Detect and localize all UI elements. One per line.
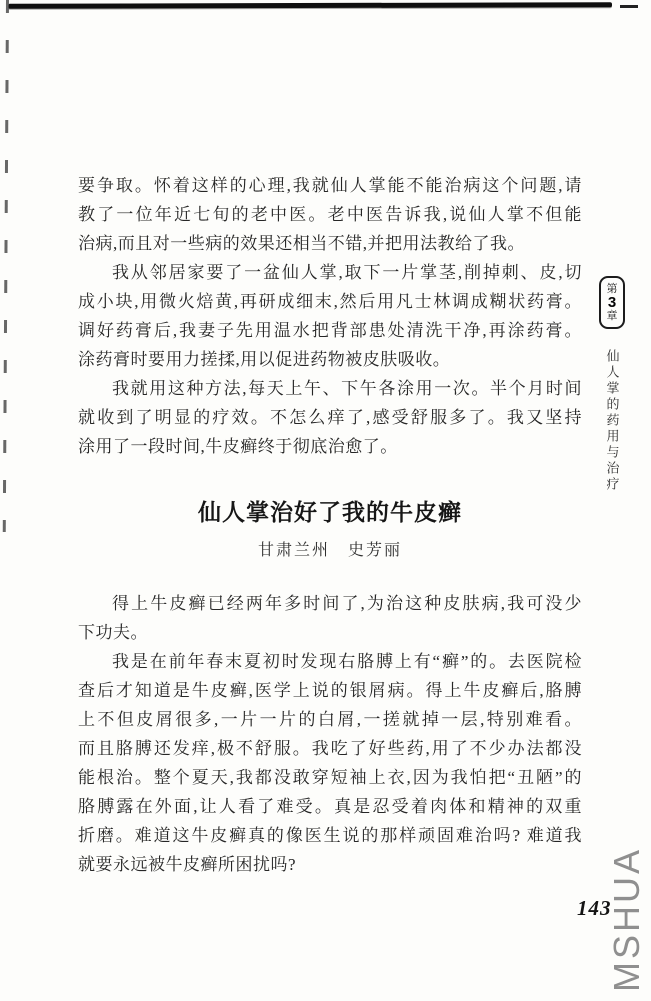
paragraph [78,258,582,374]
text-line: 涂用了一段时间,牛皮癣终于彻底治愈了。 [78,437,398,456]
text-line: 我是在前年春末夏初时发现右胳膊上有“癣”的。去医院检 [112,652,582,671]
article-body [78,171,582,879]
text-line: 能根治。整个夏天,我都没敢穿短袖上衣,因为我怕把“丑陋”的 [78,768,582,787]
paragraph [78,171,582,258]
chapter-number-box [599,276,625,329]
text-line: 涂药膏时要用力搓揉,用以促进药物被皮肤吸收。 [78,350,451,369]
text-line: 胳膊露在外面,让人看了难受。真是忍受着肉体和精神的双重 [78,797,582,816]
text-line: 查后才知道是牛皮癣,医学上说的银屑病。得上牛皮癣后,胳膊 [78,681,582,700]
text-line: 调好药膏后,我妻子先用温水把背部患处清洗干净,再涂药膏。 [78,321,582,340]
scan-top-edge-dash [620,5,638,8]
text-line: 折磨。难道这牛皮癣真的像医生说的那样顽固难治吗? 难道我 [78,826,582,845]
chapter-title-vertical: 仙人掌的药用与治疗 [604,349,620,493]
text-line: 要争取。怀着这样的心理,我就仙人掌能不能治病这个问题,请 [78,176,582,195]
page-number: 143 [577,896,612,920]
text-line: 我从邻居家要了一盆仙人掌,取下一片掌茎,削掉刺、皮,切 [112,263,582,282]
chapter-char-bottom: 章 [606,310,618,322]
paragraph [78,374,582,461]
text-line: 我就用这种方法,每天上午、下午各涂用一次。半个月时间 [112,379,582,398]
text-line: 成小块,用微火焙黄,再研成细末,然后用凡士林调成糊状药膏。 [78,292,582,311]
binding-dashed-line [3,0,9,532]
scan-top-edge-line [8,2,612,9]
paragraph [78,589,582,647]
article-heading: 仙人掌治好了我的牛皮癣 [198,500,462,525]
text-line: 上不但皮屑很多,一片一片的白屑,一搓就掉一层,特别难看。 [78,710,582,729]
text-line: 得上牛皮癣已经两年多时间了,为治这种皮肤病,我可没少 [112,594,582,613]
text-line: 而且胳膊还发痒,极不舒服。我吃了好些药,用了不少办法都没 [78,739,582,758]
chapter-char-top: 第 [606,283,618,295]
text-line: 就要永远被牛皮癣所困扰吗? [78,855,297,874]
text-line: 就收到了明显的疗效。不怎么痒了,感受舒服多了。我又坚持 [78,408,582,427]
watermark-text: MSHUA [606,846,647,992]
text-line: 教了一位年近七旬的老中医。老中医告诉我,说仙人掌不但能 [78,205,582,224]
chapter-tab [599,276,625,493]
article-byline: 甘肃兰州 史芳丽 [257,542,402,559]
text-line: 治病,而且对一些病的效果还相当不错,并把用法教给了我。 [78,234,525,253]
text-line: 下功夫。 [78,623,148,642]
chapter-number: 3 [607,294,617,311]
paragraph [78,647,582,879]
